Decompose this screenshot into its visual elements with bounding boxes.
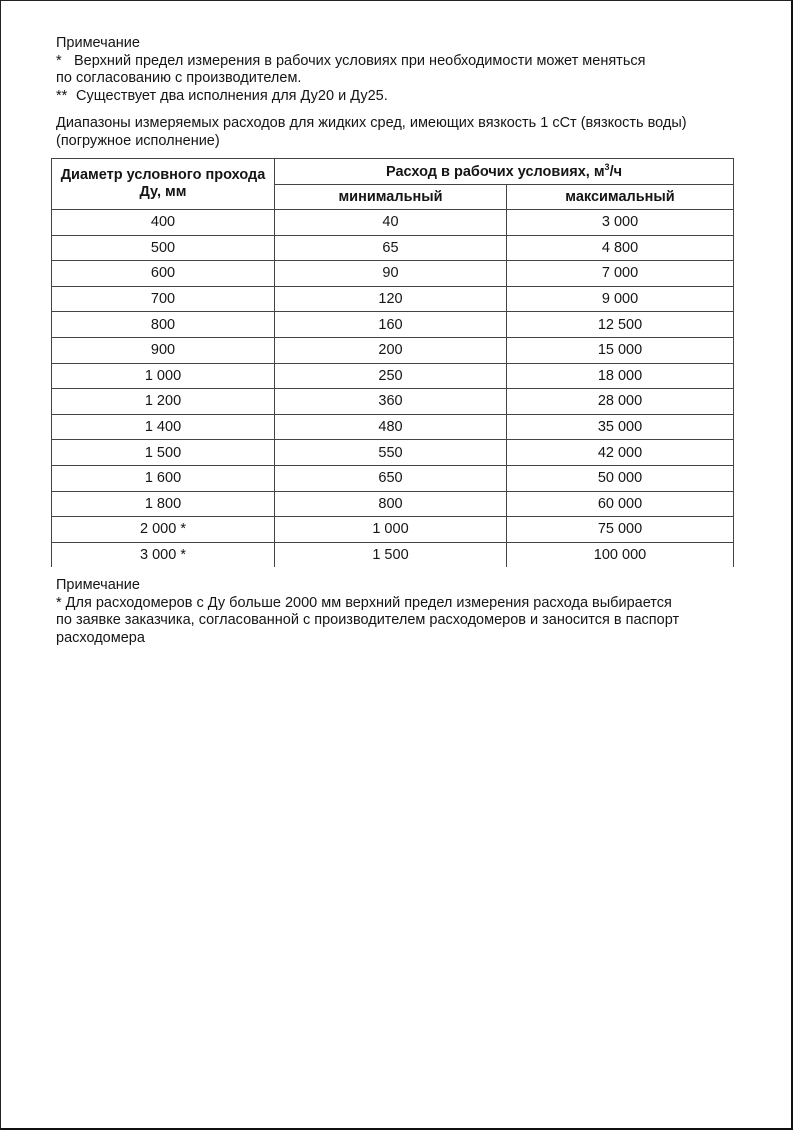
cell-max: 18 000 <box>507 363 734 389</box>
top-note-item-1-continuation: по согласованию с производителем. <box>56 70 302 86</box>
cell-min: 160 <box>275 312 507 338</box>
cell-dn: 1 400 <box>52 414 275 440</box>
cell-min: 480 <box>275 414 507 440</box>
cell-max: 60 000 <box>507 491 734 517</box>
top-note-item-2-text: Существует два исполнения для Ду20 и Ду25. <box>76 87 388 104</box>
cell-min: 550 <box>275 440 507 466</box>
table-row <box>52 542 734 567</box>
header-flow-unit: /ч <box>609 163 623 180</box>
top-note-item-1 <box>56 53 645 71</box>
cell-max: 75 000 <box>507 517 734 543</box>
cell-max: 35 000 <box>507 414 734 440</box>
cell-min: 250 <box>275 363 507 389</box>
table-row <box>52 210 734 236</box>
table-row <box>52 414 734 440</box>
cell-dn: 1 600 <box>52 465 275 491</box>
cell-dn: 800 <box>52 312 275 338</box>
cell-max: 9 000 <box>507 286 734 312</box>
table-row <box>52 491 734 517</box>
table-row <box>52 389 734 415</box>
cell-min: 1 000 <box>275 517 507 543</box>
cell-min: 1 500 <box>275 542 507 567</box>
table-row <box>52 517 734 543</box>
cell-max: 3 000 <box>507 210 734 236</box>
cell-dn: 700 <box>52 286 275 312</box>
caption-line-2: (погружное исполнение) <box>56 132 220 149</box>
bottom-note-line-2: по заявке заказчика, согласованной с производителем расходомеров и заносится в паспорт <box>56 612 680 628</box>
cell-dn: 3 000 * <box>52 542 275 567</box>
table-row <box>52 286 734 312</box>
caption-line-1: Диапазоны измеряемых расходов для жидких сред, имеющих вязкость 1 сСт (вязкость воды) <box>56 115 687 131</box>
bottom-note-line-1: * Для расходомеров с Ду больше 2000 мм верхний предел измерения расхода выбирается <box>56 594 672 611</box>
cell-dn: 2 000 * <box>52 517 275 543</box>
top-note <box>56 35 645 105</box>
table-row <box>52 363 734 389</box>
table-row <box>52 312 734 338</box>
bottom-note <box>56 577 679 647</box>
table-caption <box>56 115 687 150</box>
cell-max: 50 000 <box>507 465 734 491</box>
cell-dn: 1 500 <box>52 440 275 466</box>
cell-min: 650 <box>275 465 507 491</box>
cell-min: 200 <box>275 337 507 363</box>
table-row <box>52 465 734 491</box>
cell-max: 100 000 <box>507 542 734 567</box>
cell-min: 65 <box>275 235 507 261</box>
header-flow <box>275 159 734 185</box>
table-row <box>52 235 734 261</box>
header-flow-sup: 3 <box>604 161 610 172</box>
footnote-marker: ** <box>56 87 68 104</box>
bottom-note-line-3: расходомера <box>56 629 145 646</box>
table-row <box>52 440 734 466</box>
cell-max: 4 800 <box>507 235 734 261</box>
cell-max: 28 000 <box>507 389 734 415</box>
cell-dn: 1 000 <box>52 363 275 389</box>
header-max: максимальный <box>507 185 734 210</box>
flow-range-table <box>51 158 734 567</box>
cell-min: 40 <box>275 210 507 236</box>
cell-max: 7 000 <box>507 261 734 287</box>
table-row <box>52 261 734 287</box>
cell-dn: 500 <box>52 235 275 261</box>
cell-max: 15 000 <box>507 337 734 363</box>
header-min: минимальный <box>275 185 507 210</box>
cell-min: 360 <box>275 389 507 415</box>
cell-min: 120 <box>275 286 507 312</box>
table-row <box>52 337 734 363</box>
cell-dn: 900 <box>52 337 275 363</box>
cell-dn: 1 200 <box>52 389 275 415</box>
cell-min: 800 <box>275 491 507 517</box>
header-flow-text: Расход в рабочих условиях, м <box>386 163 605 180</box>
cell-max: 42 000 <box>507 440 734 466</box>
header-diameter: Диаметр условного прохода Ду, мм <box>52 159 275 210</box>
cell-dn: 400 <box>52 210 275 236</box>
cell-dn: 600 <box>52 261 275 287</box>
footnote-marker: * <box>56 52 62 69</box>
cell-max: 12 500 <box>507 312 734 338</box>
cell-dn: 1 800 <box>52 491 275 517</box>
top-note-item-2 <box>56 88 645 106</box>
bottom-note-title: Примечание <box>56 577 140 593</box>
top-note-item-1-text: Верхний предел измерения в рабочих условиях при необходимости может меняться <box>74 52 646 69</box>
cell-min: 90 <box>275 261 507 287</box>
top-note-title: Примечание <box>56 35 140 51</box>
